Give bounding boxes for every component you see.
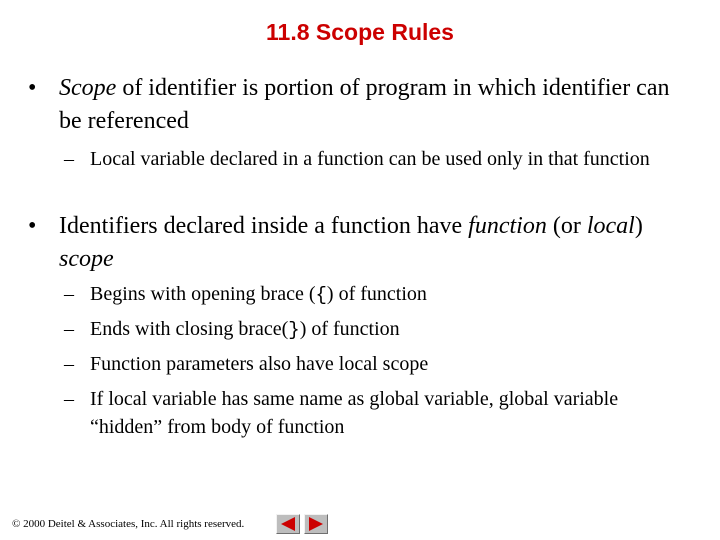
bullet-text [59,210,678,276]
code-brace: { [315,284,327,306]
bullet-text-rest: of identifier is portion of program in which identifier can be referenced [59,75,670,134]
sub-bullet-text: If local variable has same name as global variable, global variable “hidden” from body of function [90,388,619,438]
dash-icon: – [64,283,74,305]
sub-bullet-text-part: Begins with opening brace ( [90,283,316,305]
bullet-text-italic: scope [59,246,114,272]
bullet-text-italic: local [586,213,635,239]
bullet-text [59,72,678,138]
bullet-text-part: (or [546,213,587,239]
slide-title: 11.8 Scope Rules [266,19,454,45]
sub-bullet-text: Local variable declared in a function can be used only in that function [90,148,650,170]
bullet-item [28,72,678,138]
bullet-text-italic: function [468,213,547,239]
copyright-text: © 2000 Deitel & Associates, Inc. All rights reserved. [12,518,245,530]
next-slide-button[interactable] [304,514,328,534]
dash-icon: – [64,318,74,340]
bullet-text-italic: Scope [59,75,117,101]
right-arrow-icon [305,515,327,533]
sub-bullet-text-part: ) of function [326,283,427,305]
bullet-icon: • [28,213,37,239]
sub-bullet-item [64,145,689,173]
sub-bullet-item [64,385,689,441]
sub-bullet-item [64,350,689,378]
sub-bullet-text [90,315,689,344]
code-brace: } [288,319,300,341]
dash-icon: – [64,148,74,170]
dash-icon: – [64,353,74,375]
bullet-text-part: Identifiers declared inside a function have [59,213,469,239]
previous-slide-button[interactable] [276,514,300,534]
sub-bullet-text-part: ) of function [299,318,400,340]
sub-bullet-text [90,280,689,309]
sub-bullet-text: Function parameters also have local scope [90,353,429,375]
sub-bullet-item [64,280,689,309]
left-arrow-icon [277,515,299,533]
bullet-icon: • [28,75,37,101]
sub-bullet-text-part: Ends with closing brace( [90,318,289,340]
bullet-item [28,210,678,276]
bullet-text-part: ) [634,213,643,239]
sub-bullet-item [64,315,689,344]
dash-icon: – [64,388,74,410]
